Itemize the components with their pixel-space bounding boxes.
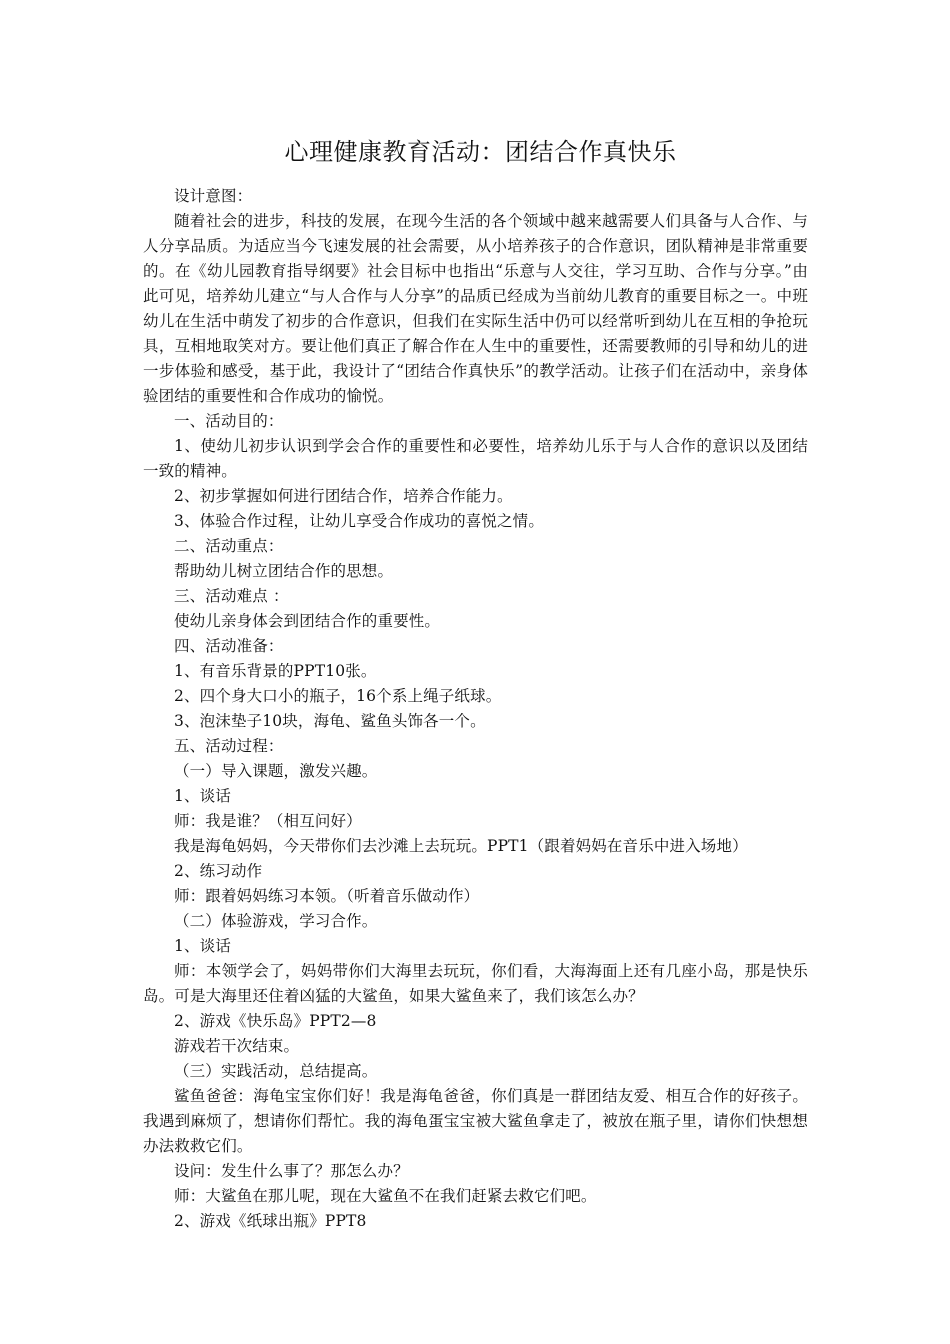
process-part-2-step-2: 2、游戏《快乐岛》PPT2—8 — [174, 1012, 377, 1030]
section-preparation-heading: 四、活动准备： — [174, 637, 284, 655]
process-part-2-heading: （二）体验游戏，学习合作。 — [174, 912, 378, 930]
focus-text: 帮助幼儿树立团结合作的思想。 — [174, 562, 394, 580]
process-part-3-dialogue-1: 鲨鱼爸爸：海龟宝宝你们好！我是海龟爸爸，你们真是一群团结友爱、相互合作的好孩子。我遇到麻烦了，想请你们帮忙。我的海龟蛋宝宝被大鲨鱼拿走了，被放在瓶子里，请你们快想想办法救救它们。 — [143, 1087, 808, 1155]
process-part-1-step-1: 1、谈话 — [174, 787, 231, 805]
difficulty-text: 使幼儿亲身体会到团结合作的重要性。 — [174, 612, 441, 630]
design-intent-paragraph: 随着社会的进步，科技的发展，在现今生活的各个领域中越来越需要人们具备与人合作、与人分享品质。为适应当今飞速发展的社会需要，从小培养孩子的合作意识，团队精神是非常重要的。在《幼儿园教育指导纲要》社会目标中也指出“乐意与人交往，学习互助、合作与分享。”由此可见，培养幼儿建立“与人合作与人分享”的品质已经成为当前幼儿教育的重要目标之一。中班幼儿在生活中萌发了初步的合作意识，但我们在实际生活中仍可以经常听到幼儿在互相的争抢玩具，互相地取笑对方。要让他们真正了解合作在人生中的重要性，还需要教师的引导和幼儿的进一步体验和感受，基于此，我设计了“团结合作真快乐”的教学活动。让孩子们在活动中，亲身体验团结的重要性和合作成功的愉悦。 — [143, 212, 808, 405]
process-part-1-dialogue-3: 师：跟着妈妈练习本领。（听着音乐做动作） — [174, 887, 480, 905]
process-part-2-note: 游戏若干次结束。 — [174, 1037, 300, 1055]
preparation-item-2: 2、四个身大口小的瓶子，16个系上绳子纸球。 — [174, 687, 502, 705]
section-difficulty-heading: 三、活动难点 ： — [174, 587, 289, 605]
document-content — [143, 134, 808, 1234]
process-part-3-heading: （三）实践活动，总结提高。 — [174, 1062, 378, 1080]
process-part-3-step-2: 2、游戏《纸球出瓶》PPT8 — [174, 1212, 367, 1230]
process-part-1-dialogue-1: 师：我是谁？（相互问好） — [174, 812, 362, 830]
section-purpose-heading: 一、活动目的： — [174, 412, 284, 430]
design-intent-heading: 设计意图： — [174, 187, 253, 205]
preparation-item-3: 3、泡沫垫子10块，海龟、鲨鱼头饰各一个。 — [174, 712, 486, 730]
process-part-1-step-2: 2、练习动作 — [174, 862, 263, 880]
process-part-2-dialogue-1: 师：本领学会了，妈妈带你们大海里去玩玩，你们看，大海海面上还有几座小岛，那是快乐岛。可是大海里还住着凶猛的大鲨鱼，如果大鲨鱼来了，我们该怎么办？ — [143, 962, 808, 1005]
purpose-item-2: 2、初步掌握如何进行团结合作，培养合作能力。 — [174, 487, 513, 505]
process-part-3-question: 设问：发生什么事了？那怎么办？ — [174, 1162, 409, 1180]
section-focus-heading: 二、活动重点： — [174, 537, 284, 555]
process-part-1-dialogue-2: 我是海龟妈妈，今天带你们去沙滩上去玩玩。PPT1（跟着妈妈在音乐中进入场地） — [174, 837, 748, 855]
preparation-item-1: 1、有音乐背景的PPT10张。 — [174, 662, 377, 680]
document-title: 心理健康教育活动：团结合作真快乐 — [284, 138, 677, 166]
purpose-item-3: 3、体验合作过程，让幼儿享受合作成功的喜悦之情。 — [174, 512, 544, 530]
purpose-item-1: 1、使幼儿初步认识到学会合作的重要性和必要性，培养幼儿乐于与人合作的意识以及团结一致的精神。 — [143, 437, 808, 480]
process-part-2-step-1: 1、谈话 — [174, 937, 231, 955]
process-part-3-dialogue-2: 师：大鲨鱼在那儿呢，现在大鲨鱼不在我们赶紧去救它们吧。 — [174, 1187, 597, 1205]
section-process-heading: 五、活动过程： — [174, 737, 284, 755]
process-part-1-heading: （一）导入课题，激发兴趣。 — [174, 762, 378, 780]
